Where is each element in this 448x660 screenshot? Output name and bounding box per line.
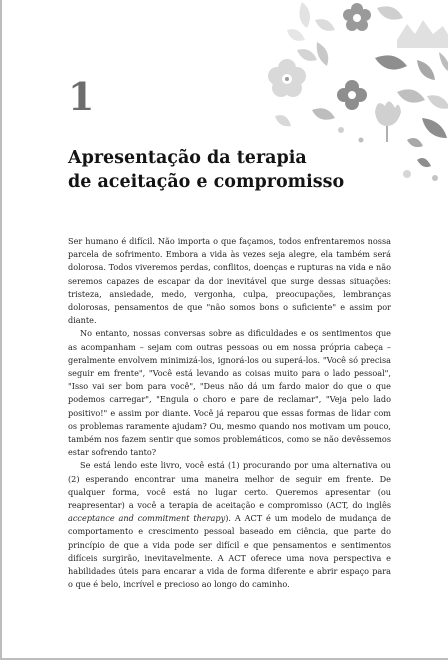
paragraph-2: No entanto, nossas conversas sobre as dificuldades e os sentimentos que as acompanham – sejam com outras pessoas ou em nossa própria cabeça – geralmente envolvem minimizá-los, ignorá-los ou superá-los. "Você só precisa seguir em frente", "Você está levando as coisas muito para o lado pessoal", "Isso vai ser bom para você", "Deus não dá um fardo maior do que o que podemos carregar", "Engula o choro e pare de reclamar", "Veja pelo lado positivo!" e assim por diante. Você já reparou que essas formas de lidar com os problemas raramente ajudam? Ou, mesmo quando nos motivam um pouco, também nos fazem sentir que somos problemáticos, como se não devêssemos estar sofrendo tanto? <box>68 328 391 458</box>
body-text <box>68 235 391 591</box>
paragraph-1: Ser humano é difícil. Não importa o que façamos, todos enfrentaremos nossa parcela de sofrimento. Embora a vida às vezes seja alegre, ela também será dolorosa. Todos viveremos perdas, conflitos, doenças e rupturas na vida e não seremos capazes de escapar da dor inevitável que surge dessas situações: tristeza, ansiedade, medo, vergonha, culpa, preocupações, lembranças dolorosas, pensamentos de que "não somos bons o suficiente" e assim por diante. <box>68 236 391 326</box>
paragraph-3-part-2: ). A ACT é um modelo de mudança de comportamento e crescimento pessoal baseado em ciência, que parte do princípio de que a vida pode ser difícil e que pensamentos e sentimentos difíceis surgirão, inevitavelmente. A ACT oferece uma nova perspectiva e habilidades úteis para encarar a vida de forma diferente e abrir espaço para o que é belo, incrível e precioso ao longo do caminho. <box>68 513 391 590</box>
chapter-title <box>68 146 358 194</box>
paragraph-3-italic-term: acceptance and commitment therapy <box>68 513 226 524</box>
chapter-title-line-2: de aceitação e compromisso <box>68 172 345 192</box>
chapter-title-line-1: Apresentação da terapia <box>68 148 307 168</box>
chapter-number: 1 <box>68 74 95 119</box>
paragraph-3 <box>68 459 391 591</box>
paragraph-3-part-1: Se está lendo este livro, você está (1) procurando por uma alternativa ou (2) esperando encontrar uma maneira melhor de seguir em frente. De qualquer forma, você está no lugar certo. Queremos apresentar (ou reapresentar) a você a terapia de aceitação e compromisso (ACT, do inglês <box>68 460 391 511</box>
